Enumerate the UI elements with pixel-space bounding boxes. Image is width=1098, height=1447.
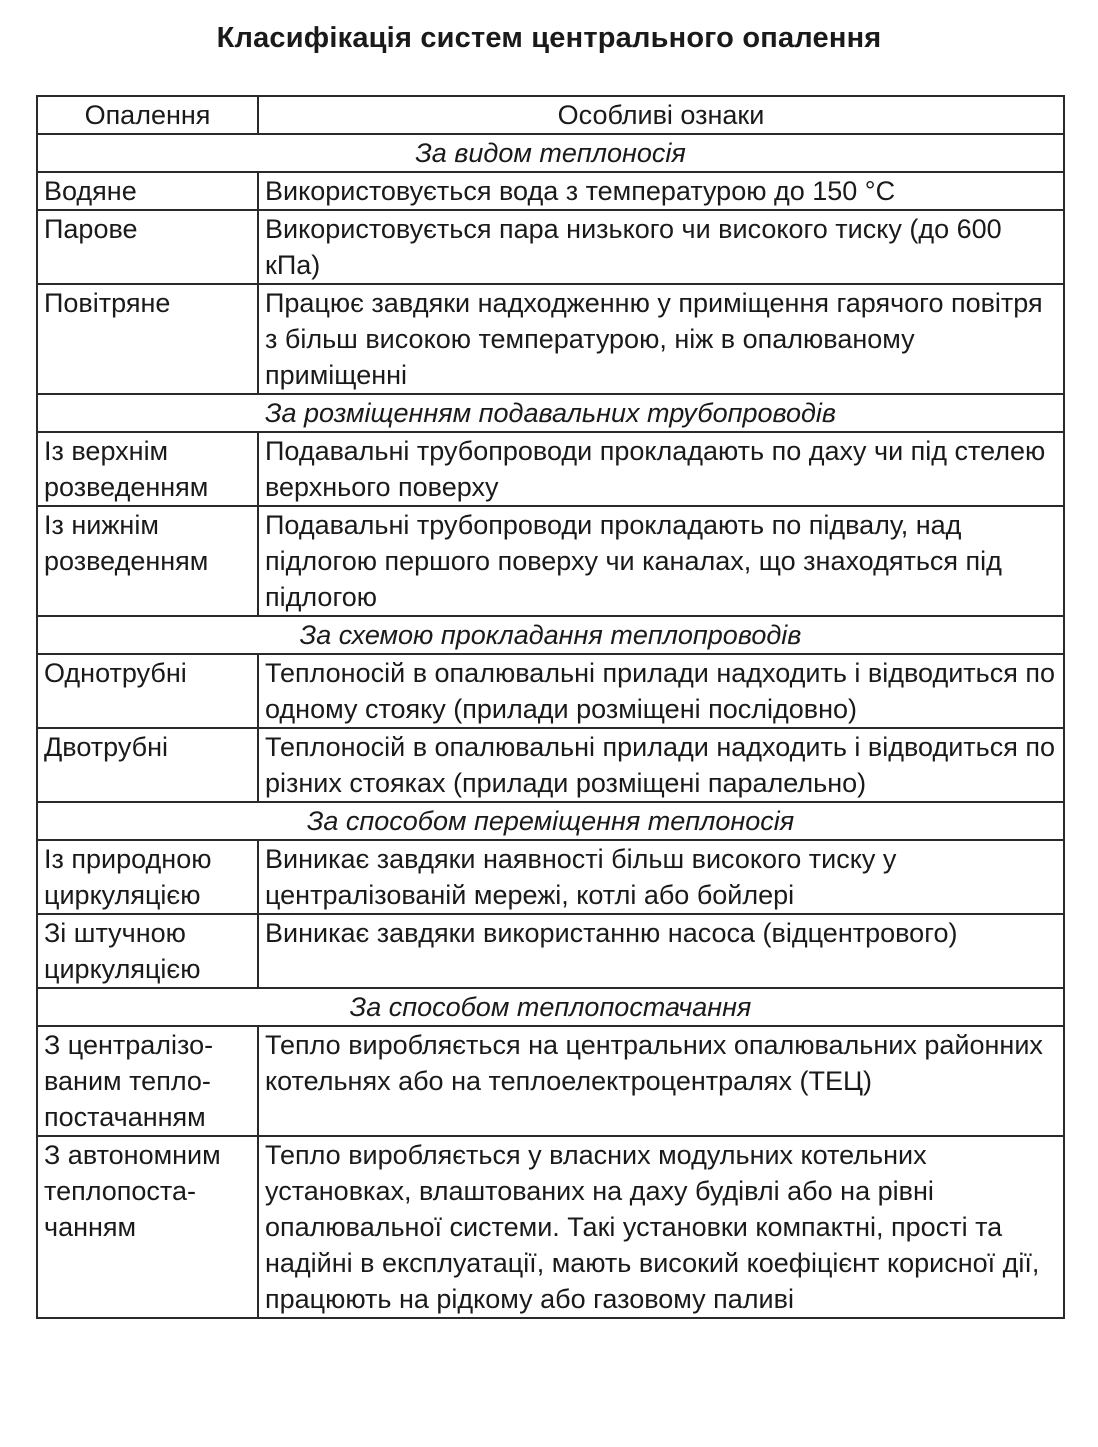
column-header-features: Особливі ознаки	[258, 96, 1064, 134]
feature-cell: Використовується вода з температурою до 150 °С	[258, 172, 1064, 210]
heating-type-cell: Зі штучною циркуляцією	[37, 914, 258, 988]
heating-type-cell: Із природною циркуляцією	[37, 840, 258, 914]
table-row	[37, 914, 1064, 988]
heating-type-cell: З автономним теплопоста-чанням	[37, 1136, 258, 1318]
feature-cell: Подавальні трубопроводи прокладають по даху чи під стелею верхнього поверху	[258, 432, 1064, 506]
table-row	[37, 172, 1064, 210]
feature-cell: Використовується пара низького чи високого тиску (до 600 кПа)	[258, 210, 1064, 284]
feature-cell: Виникає завдяки використанню насоса (відцентрового)	[258, 914, 1064, 988]
table-row	[37, 840, 1064, 914]
classification-table	[36, 95, 1065, 1319]
table-row	[37, 432, 1064, 506]
feature-cell: Працює завдяки надходженню у приміщення гарячого повітря з більш високою температурою, ніж в опалюваному приміщенні	[258, 284, 1064, 394]
section-heading: За способом теплопостачання	[37, 988, 1064, 1026]
table-row	[37, 284, 1064, 394]
feature-cell: Подавальні трубопроводи прокладають по підвалу, над підлогою першого поверху чи каналах, що знаходяться під підлогою	[258, 506, 1064, 616]
heating-type-cell: Водяне	[37, 172, 258, 210]
table-header-row	[37, 96, 1064, 134]
table-row	[37, 1136, 1064, 1318]
section-heading: За видом теплоносія	[37, 134, 1064, 172]
section-row	[37, 134, 1064, 172]
heating-type-cell: З централізо-ваним тепло-постачанням	[37, 1026, 258, 1136]
page-title: Класифікація систем центрального опалення	[216, 22, 882, 54]
table-row	[37, 1026, 1064, 1136]
heating-type-cell: Із нижнім розведенням	[37, 506, 258, 616]
section-row	[37, 988, 1064, 1026]
table-row	[37, 506, 1064, 616]
feature-cell: Тепло виробляється у власних модульних котельних установках, влаштованих на даху будівлі або на рівні опалювальної системи. Такі установки компактні, прості та надійні в експлуатації, мають високий коефіцієнт корисної дії, працюють на рідкому або газовому паливі	[258, 1136, 1064, 1318]
heating-type-cell: Двотрубні	[37, 728, 258, 802]
table-row	[37, 654, 1064, 728]
heating-type-cell: Однотрубні	[37, 654, 258, 728]
section-heading: За способом переміщення теплоносія	[37, 802, 1064, 840]
section-heading: За схемою прокладання теплопроводів	[37, 616, 1064, 654]
section-heading: За розміщенням подавальних трубопроводів	[37, 394, 1064, 432]
feature-cell: Теплоносій в опалювальні прилади надходить і відводиться по одному стояку (прилади розміщені послідовно)	[258, 654, 1064, 728]
section-row	[37, 802, 1064, 840]
column-header-heating: Опалення	[37, 96, 258, 134]
table-row	[37, 210, 1064, 284]
section-row	[37, 616, 1064, 654]
feature-cell: Виникає завдяки наявності більш високого тиску у централізованій мережі, котлі або бойлері	[258, 840, 1064, 914]
feature-cell: Теплоносій в опалювальні прилади надходить і відводиться по різних стояках (прилади розміщені паралельно)	[258, 728, 1064, 802]
heating-type-cell: Повітряне	[37, 284, 258, 394]
table-row	[37, 728, 1064, 802]
heating-type-cell: Парове	[37, 210, 258, 284]
section-row	[37, 394, 1064, 432]
heating-type-cell: Із верхнім розведенням	[37, 432, 258, 506]
feature-cell: Тепло виробляється на центральних опалювальних районних котельнях або на теплоелектроцентралях (ТЕЦ)	[258, 1026, 1064, 1136]
